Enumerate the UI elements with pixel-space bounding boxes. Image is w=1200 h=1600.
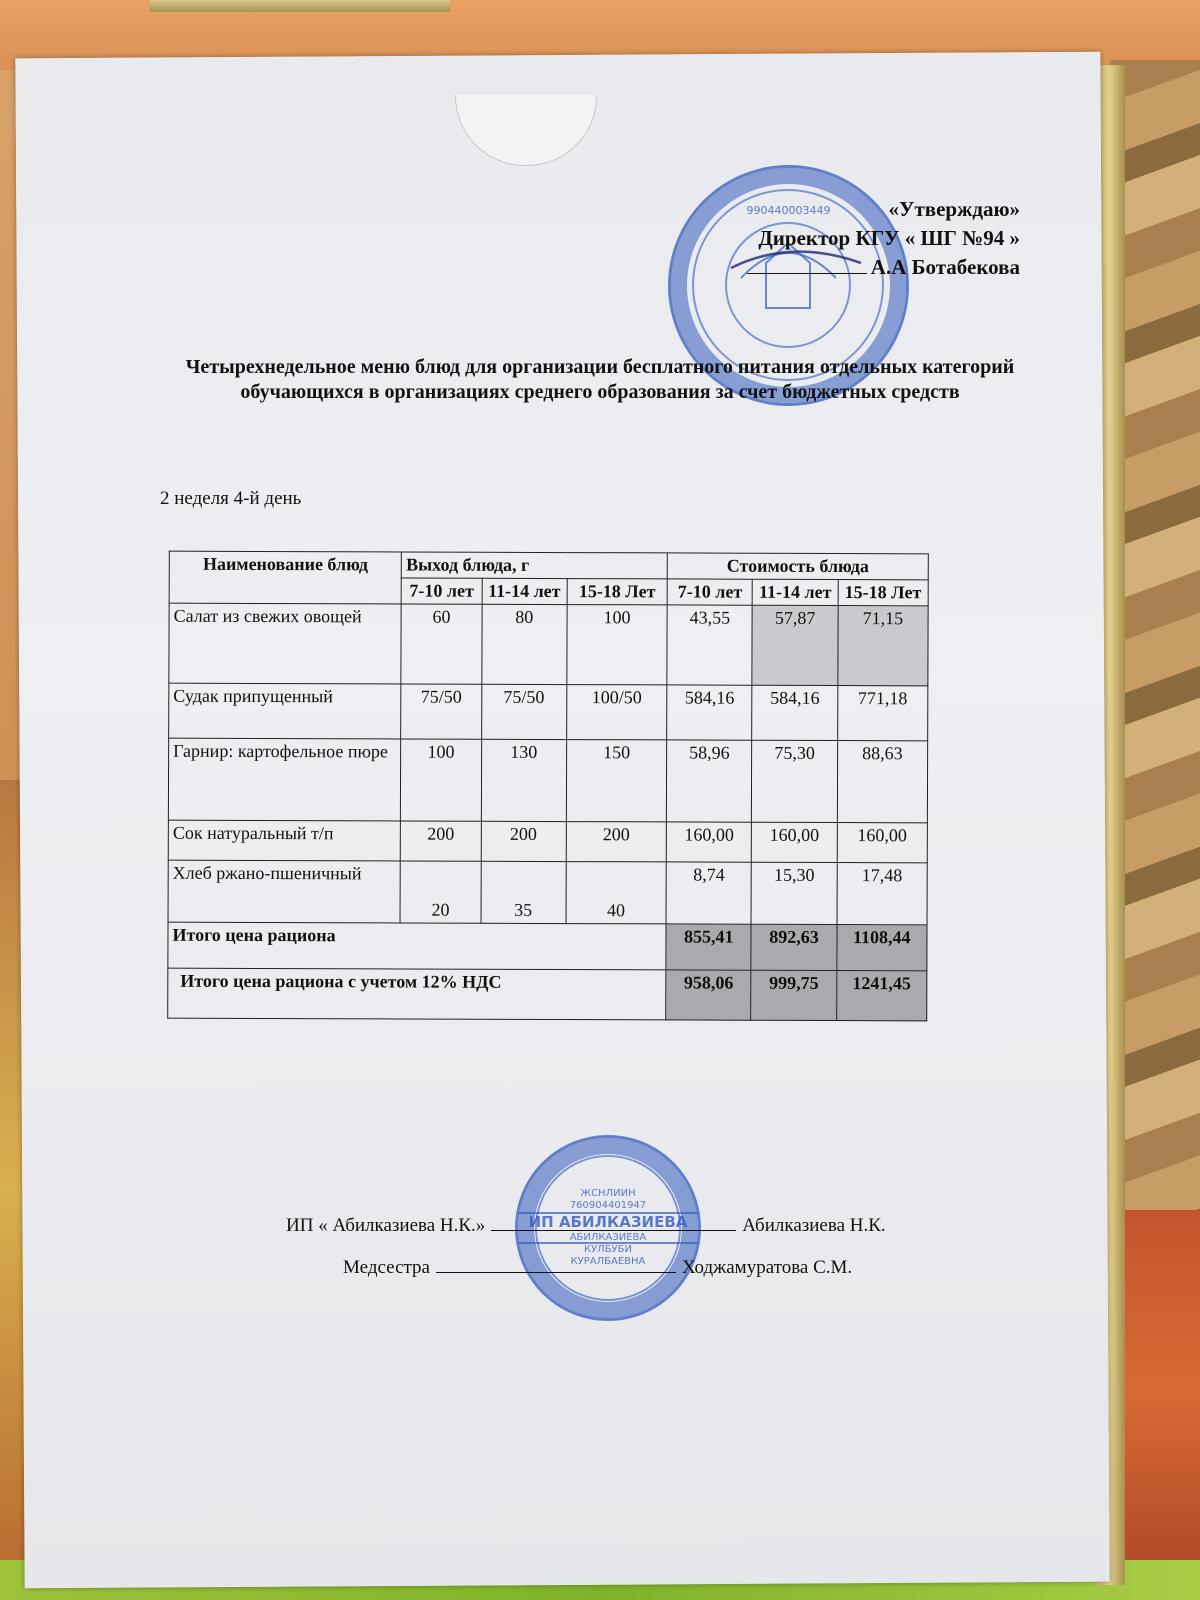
ip-signature-label: ИП « Абилказиева Н.К.»: [286, 1215, 486, 1236]
header-yield-age-3: 15-18 Лет: [567, 579, 668, 605]
ip-seal-line-2: 760904401947: [569, 1200, 647, 1211]
header-yield: Выход блюда, г: [402, 552, 668, 579]
dish-name: Хлеб ржано-пшеничный: [168, 860, 401, 923]
dish-name: Гарнир: картофельное пюре: [168, 738, 401, 821]
yield-value: 35: [481, 861, 566, 923]
total-vat-value: 1241,45: [836, 971, 927, 1021]
cost-value: 75,30: [752, 740, 838, 822]
document-title: Четырехнедельное меню блюд для организации бесплатного питания отдельных категорий обучающихся в организациях среднего образования за счет бюджетных средств: [185, 356, 1015, 403]
ip-seal-line-4: АБИЛКАЗИЕВА: [569, 1232, 647, 1243]
cost-value: 43,55: [667, 605, 753, 685]
total-vat-row: [168, 968, 927, 1021]
total-vat-value: 999,75: [751, 970, 836, 1020]
table-row: [169, 683, 928, 741]
header-yield-age-2: 11-14 лет: [482, 578, 567, 604]
cost-value: 58,96: [667, 740, 753, 822]
nurse-signature-label: Медсестра: [343, 1257, 430, 1278]
header-cost-age-1: 7-10 лет: [667, 579, 752, 605]
ip-seal-line-5: КУЛБУБИ: [583, 1244, 632, 1255]
yield-value: 100: [567, 605, 668, 685]
nurse-signature-blank: [436, 1272, 676, 1273]
total-label: Итого цена рациона: [168, 922, 666, 970]
total-vat-label: Итого цена рациона с учетом 12% НДС: [168, 968, 666, 1020]
ip-seal-line-1: ЖСНЛИИН: [580, 1188, 636, 1199]
approval-heading: «Утверждаю»: [888, 197, 1020, 221]
total-value: 855,41: [666, 924, 751, 970]
menu-table: [167, 551, 929, 1022]
school-seal-number: 990440003449: [746, 204, 831, 217]
yield-value: 130: [481, 739, 567, 821]
cost-value: 17,48: [837, 863, 928, 925]
cost-value: 88,63: [837, 741, 928, 823]
approval-signature-line: [747, 273, 867, 274]
day-label: 2 неделя 4-й день: [160, 488, 302, 509]
yield-value: 200: [481, 821, 566, 861]
header-cost-age-2: 11-14 лет: [753, 579, 838, 605]
yield-value: 100: [401, 739, 481, 821]
yield-value: 20: [400, 861, 480, 923]
header-yield-age-1: 7-10 лет: [401, 578, 481, 604]
cost-value: 584,16: [752, 685, 837, 740]
approval-block: [747, 195, 1020, 282]
cost-value: 584,16: [667, 685, 752, 740]
ip-signature-blank: [491, 1230, 736, 1231]
cost-value: 57,87: [752, 605, 838, 685]
total-value: 1108,44: [837, 925, 927, 971]
cost-value: 771,18: [837, 686, 928, 741]
ip-signature-name: Абилказиева Н.К.: [742, 1215, 886, 1236]
nurse-signature-line: [343, 1257, 852, 1279]
yield-value: 200: [566, 822, 667, 862]
cost-value: 160,00: [837, 823, 927, 863]
approval-position: Директор КГУ « ШГ №94 »: [758, 226, 1020, 250]
frame-edge-top: [150, 0, 450, 12]
yield-value: 200: [401, 821, 481, 861]
header-dish-name: Наименование блюд: [169, 551, 402, 604]
table-header-row: [169, 551, 928, 580]
yield-value: 150: [566, 740, 667, 822]
dish-name: Судак припущенный: [169, 683, 402, 739]
nurse-signature-name: Ходжамуратова С.М.: [681, 1257, 853, 1278]
dish-name: Сок натуральный т/п: [168, 820, 400, 861]
yield-value: 60: [401, 604, 481, 684]
yield-value: 80: [481, 604, 567, 684]
ip-seal-line-3: ИП АБИЛКАЗИЕВА: [528, 1213, 688, 1231]
header-cost: Стоимость блюда: [667, 553, 928, 580]
cost-value: 71,15: [838, 606, 929, 686]
total-row: [168, 922, 927, 971]
yield-value: 75/50: [401, 684, 481, 739]
cost-value: 15,30: [751, 862, 836, 924]
header-cost-age-3: 15-18 Лет: [838, 580, 928, 606]
cost-value: 160,00: [666, 822, 751, 862]
ip-signature-line: [286, 1215, 886, 1237]
dish-name: Салат из свежих овощей: [169, 603, 402, 684]
yield-value: 100/50: [566, 685, 667, 740]
total-vat-value: 958,06: [666, 970, 751, 1020]
approval-name: А.А Ботабекова: [747, 253, 1020, 282]
yield-value: 40: [566, 862, 667, 924]
ip-seal-line-6: КУРАЛБАЕВНА: [570, 1256, 646, 1267]
yield-value: 75/50: [481, 684, 566, 739]
table-row: [168, 860, 927, 925]
total-value: 892,63: [751, 924, 836, 970]
table-row: [168, 738, 927, 823]
table-row: [168, 820, 927, 863]
cost-value: 160,00: [752, 822, 837, 862]
cost-value: 8,74: [666, 862, 751, 924]
table-row: [169, 603, 928, 686]
